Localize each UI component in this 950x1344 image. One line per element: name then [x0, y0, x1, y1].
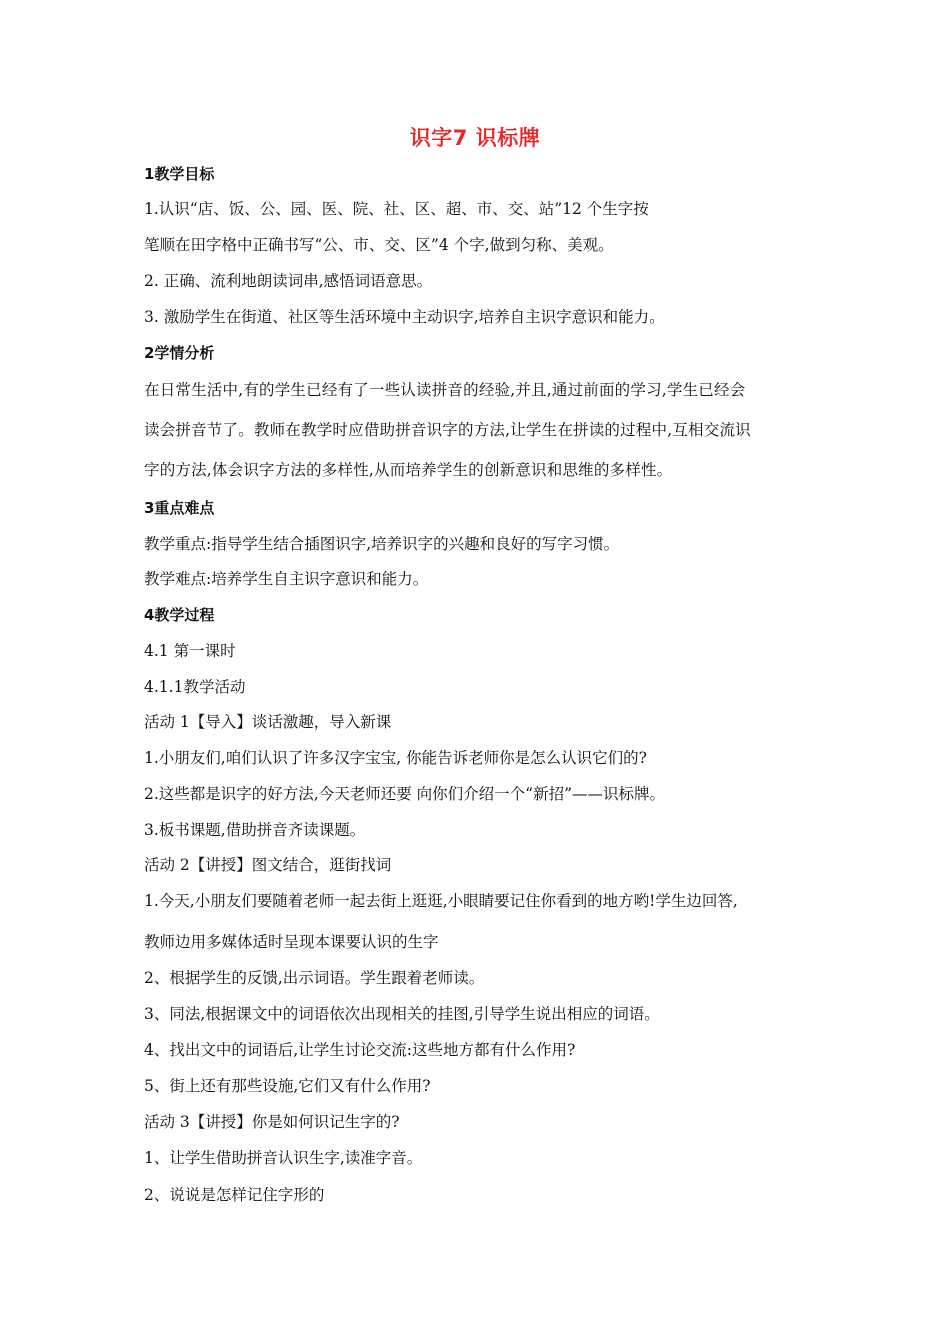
process-line-3: 活动 1【导入】谈话激趣，导入新课 — [144, 713, 392, 731]
process-line-10: 2、根据学生的反馈,出示词语。学生跟着老师读。 — [144, 969, 485, 987]
process-line-6: 3.板书课题,借助拼音齐读课题。 — [144, 821, 366, 839]
process-line-1: 4.1 第一课时 — [144, 642, 236, 660]
goals-line-3: 2. 正确、流利地朗读词串,感悟词语意思。 — [144, 272, 433, 290]
process-line-2: 4.1.1教学活动 — [144, 678, 246, 696]
analysis-line-2: 读会拼音节了。教师在教学时应借助拼音识字的方法,让学生在拼读的过程中,互相交流识 — [144, 421, 751, 439]
process-line-7: 活动 2【讲授】图文结合，逛街找词 — [144, 856, 392, 874]
process-line-4: 1.小朋友们,咱们认识了许多汉字宝宝, 你能告诉老师你是怎么认识它们的? — [144, 749, 647, 767]
section-heading-analysis: 2学情分析 — [144, 344, 215, 362]
section-heading-process: 4教学过程 — [144, 606, 215, 624]
section-heading-keypoints: 3重点难点 — [144, 499, 215, 517]
goals-line-1: 1.认识“店、饭、公、园、医、院、社、区、超、市、交、站”12 个生字按 — [144, 200, 649, 218]
process-line-14: 活动 3【讲授】你是如何识记生字的? — [144, 1113, 400, 1131]
section-heading-goals: 1教学目标 — [144, 165, 215, 183]
keypoints-line-2: 教学难点:培养学生自主识字意识和能力。 — [144, 570, 429, 588]
process-line-12: 4、找出文中的词语后,让学生讨论交流:这些地方都有什么作用? — [144, 1041, 576, 1059]
goals-line-2: 笔顺在田字格中正确书写“公、市、交、区”4 个字,做到匀称、美观。 — [144, 236, 614, 254]
document-title: 识字7 识标牌 — [409, 126, 541, 150]
process-line-13: 5、街上还有那些设施,它们又有什么作用? — [144, 1077, 431, 1095]
process-line-9: 教师边用多媒体适时呈现本课要认识的生字 — [144, 933, 439, 951]
process-line-8: 1.今天,小朋友们要随着老师一起去街上逛逛,小眼睛要记住你看到的地方哟!学生边回答, — [144, 892, 738, 910]
process-line-15: 1、让学生借助拼音认识生字,读准字音。 — [144, 1149, 423, 1167]
process-line-11: 3、同法,根据课文中的词语依次出现相关的挂图,引导学生说出相应的词语。 — [144, 1005, 660, 1023]
goals-line-4: 3. 激励学生在街道、社区等生活环境中主动识字,培养自主识字意识和能力。 — [144, 308, 665, 326]
analysis-line-3: 字的方法,体会识字方法的多样性,从而培养学生的创新意识和思维的多样性。 — [144, 461, 673, 479]
analysis-line-1: 在日常生活中,有的学生已经有了一些认读拼音的经验,并且,通过前面的学习,学生已经会 — [144, 381, 746, 399]
process-line-16: 2、说说是怎样记住字形的 — [144, 1186, 325, 1204]
keypoints-line-1: 教学重点:指导学生结合插图识字,培养识字的兴趣和良好的写字习惯。 — [144, 535, 620, 553]
process-line-5: 2.这些都是识字的好方法,今天老师还要 向你们介绍一个“新招”——识标牌。 — [144, 785, 665, 803]
